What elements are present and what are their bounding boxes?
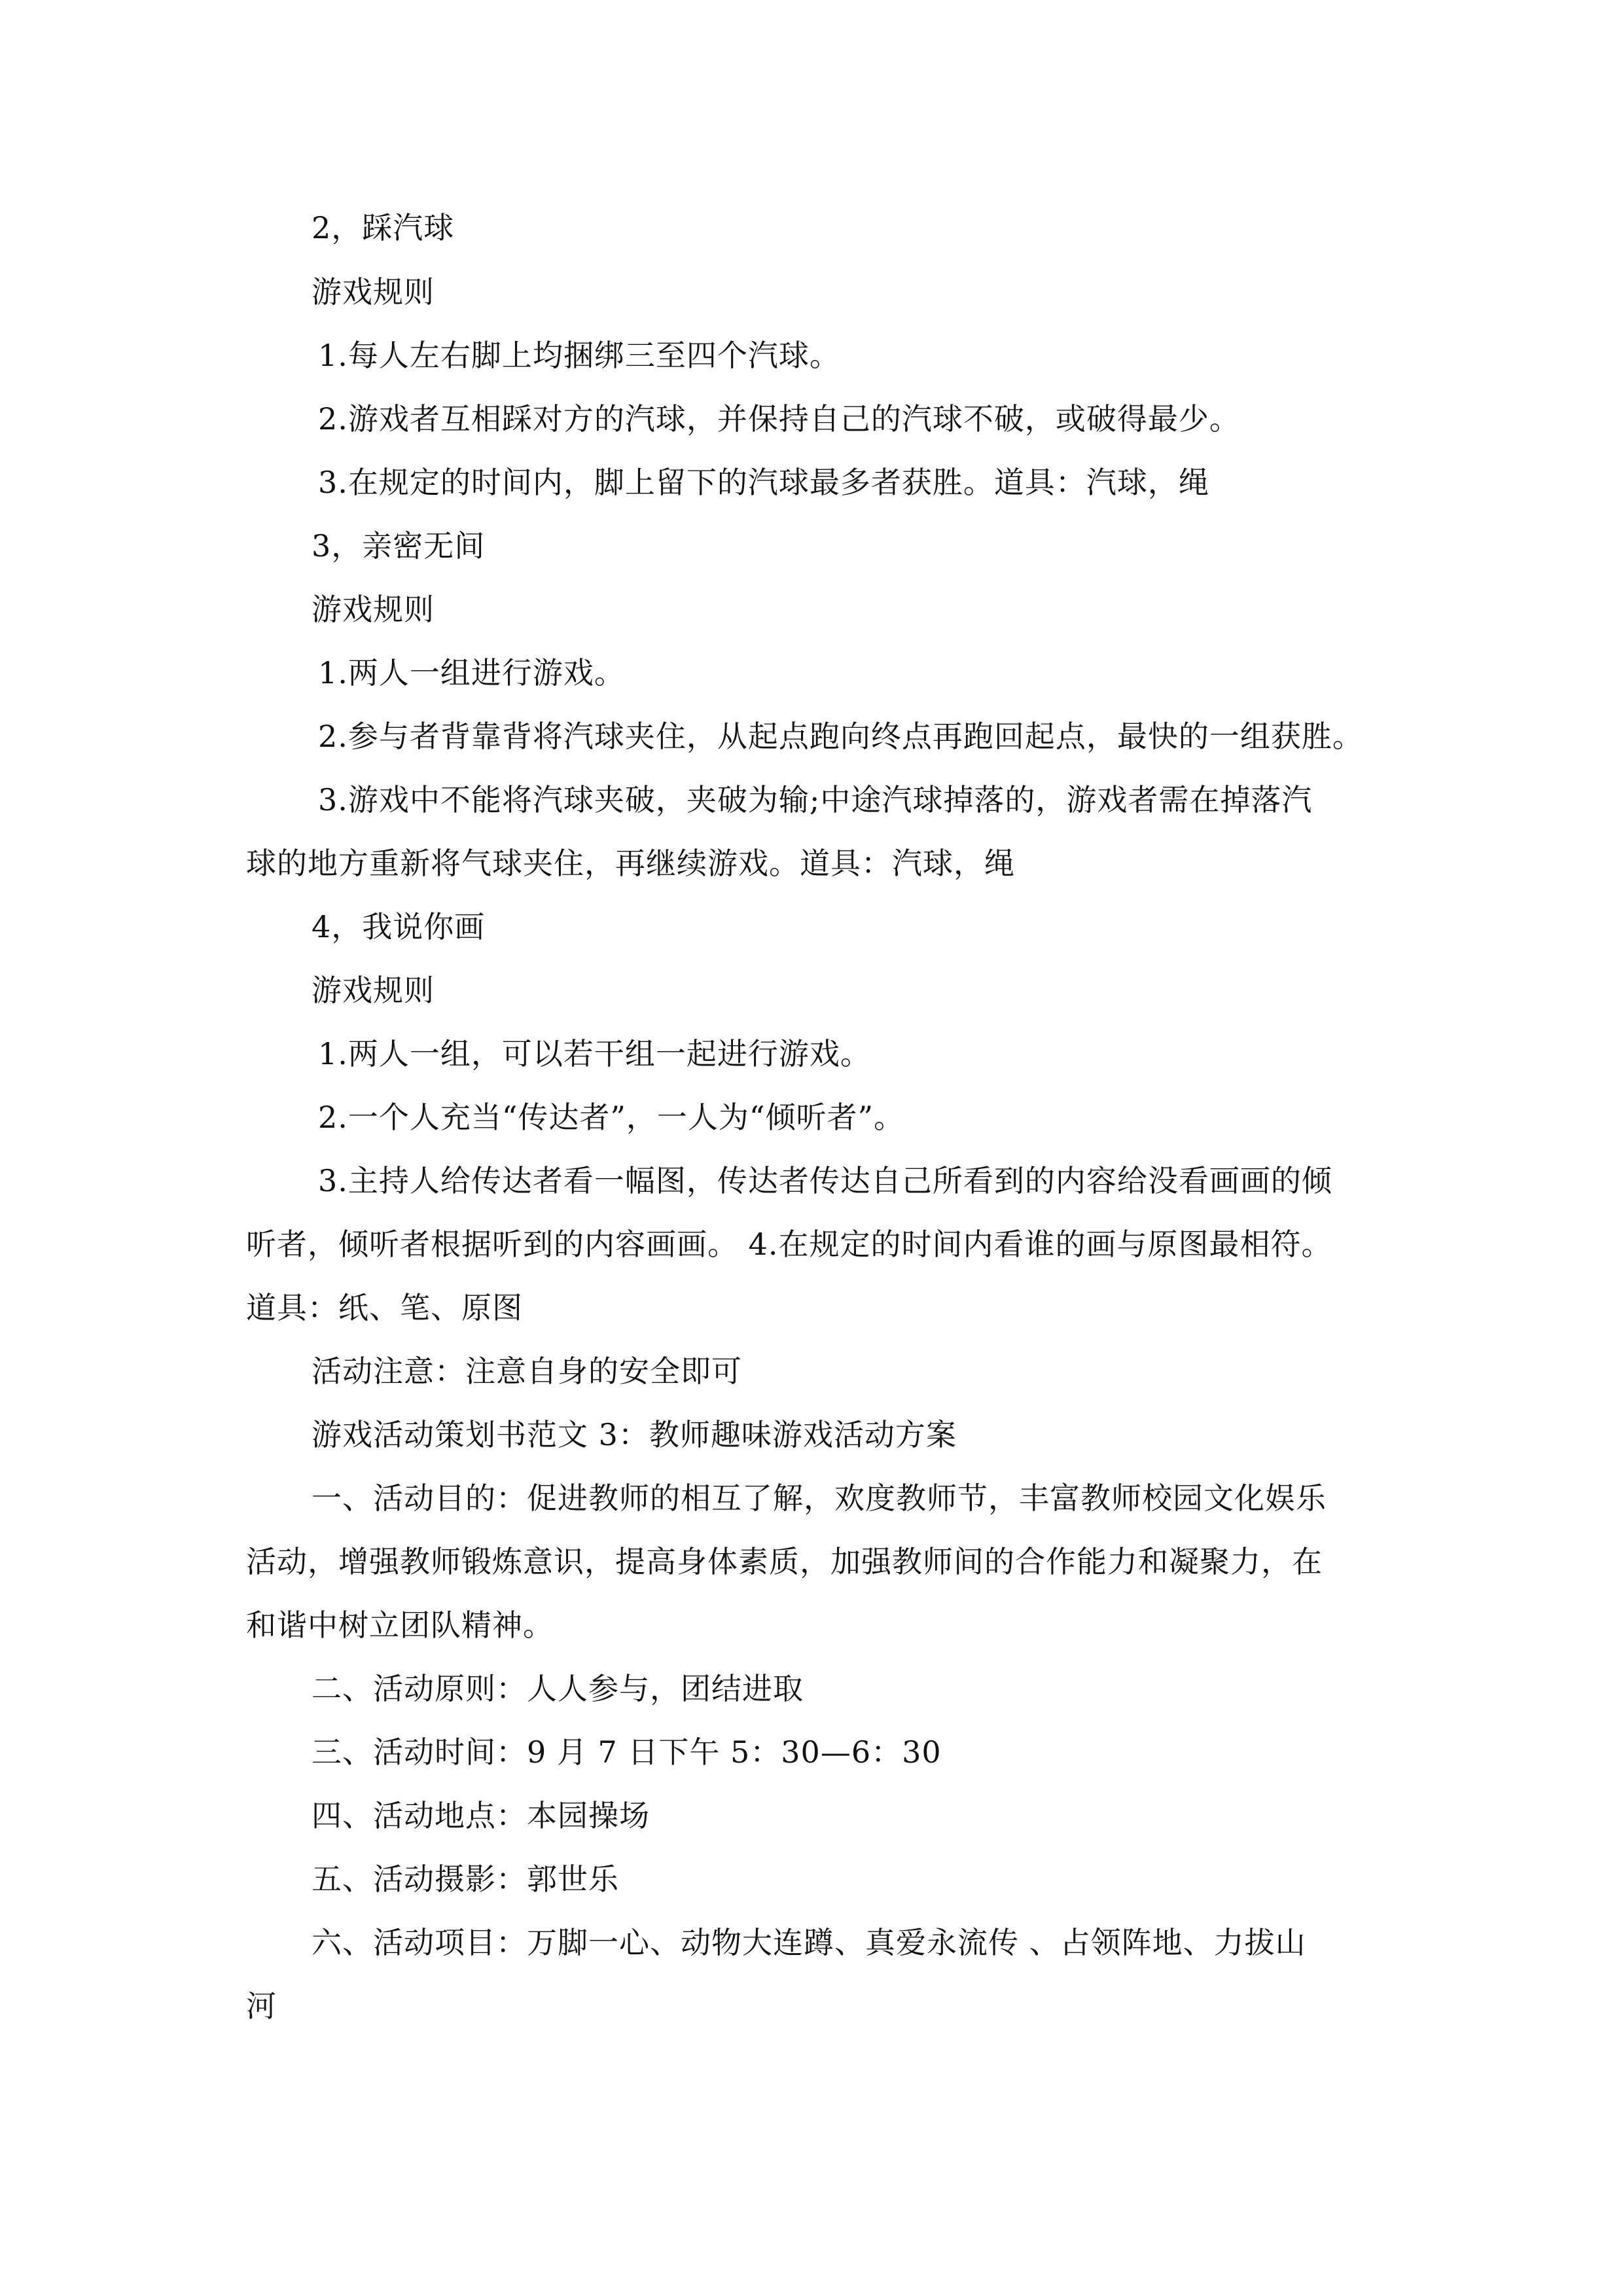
rules-heading: 游戏规则 <box>312 973 435 1008</box>
rules-heading: 游戏规则 <box>312 274 435 310</box>
rule-line: 2.游戏者互相踩对方的汽球，并保持自己的汽球不破，或破得最少。 <box>318 401 1240 437</box>
rule-line: 3.游戏中不能将汽球夹破，夹破为输;中途汽球掉落的，游戏者需在掉落汽 <box>318 782 1313 817</box>
paragraph-line: 和谐中树立团队精神。 <box>246 1607 554 1643</box>
paragraph-line: 四、活动地点：本园操场 <box>312 1798 650 1833</box>
paragraph-line: 三、活动时间：9 月 7 日下午 5：30—6：30 <box>312 1734 942 1770</box>
rules-heading: 游戏规则 <box>312 592 435 627</box>
paragraph-line: 六、活动项目：万脚一心、动物大连蹲、真爱永流传 、占领阵地、力拔山 <box>312 1925 1306 1960</box>
paragraph-line: 二、活动原则：人人参与，团结进取 <box>312 1671 804 1706</box>
rule-line: 3.主持人给传达者看一幅图，传达者传达自己所看到的内容给没看画画的倾 <box>318 1163 1332 1198</box>
rule-line: 1.两人一组，可以若干组一起进行游戏。 <box>318 1036 871 1071</box>
rule-line: 2.参与者背靠背将汽球夹住，从起点跑向终点再跑回起点，最快的一组获胜。 <box>318 719 1363 754</box>
paragraph-line: 河 <box>246 1988 277 2024</box>
paragraph-line: 五、活动摄影：郭世乐 <box>312 1861 619 1897</box>
game-2-title: 2，踩汽球 <box>312 210 455 245</box>
rule-line: 1.每人左右脚上均捆绑三至四个汽球。 <box>318 338 840 373</box>
paragraph-line: 一、活动目的：促进教师的相互了解，欢度教师节，丰富教师校园文化娱乐 <box>312 1480 1327 1516</box>
rule-line-continued: 听者，倾听者根据听到的内容画画。 4.在规定的时间内看谁的画与原图最相符。 <box>246 1227 1332 1262</box>
game-3-title: 3，亲密无间 <box>312 528 486 564</box>
section-title: 游戏活动策划书范文 3：教师趣味游戏活动方案 <box>312 1417 957 1452</box>
safety-note: 活动注意：注意自身的安全即可 <box>312 1354 742 1389</box>
rule-line: 3.在规定的时间内，脚上留下的汽球最多者获胜。道具：汽球，绳 <box>318 465 1209 500</box>
rule-line: 1.两人一组进行游戏。 <box>318 655 625 691</box>
rule-line: 2.一个人充当“传达者”，一人为“倾听者”。 <box>318 1100 904 1135</box>
props-line: 道具：纸、笔、原图 <box>246 1290 523 1325</box>
rule-line-continued: 球的地方重新将气球夹住，再继续游戏。道具：汽球，绳 <box>246 846 1015 881</box>
paragraph-line: 活动，增强教师锻炼意识，提高身体素质，加强教师间的合作能力和凝聚力，在 <box>246 1544 1323 1579</box>
game-4-title: 4，我说你画 <box>312 909 486 944</box>
